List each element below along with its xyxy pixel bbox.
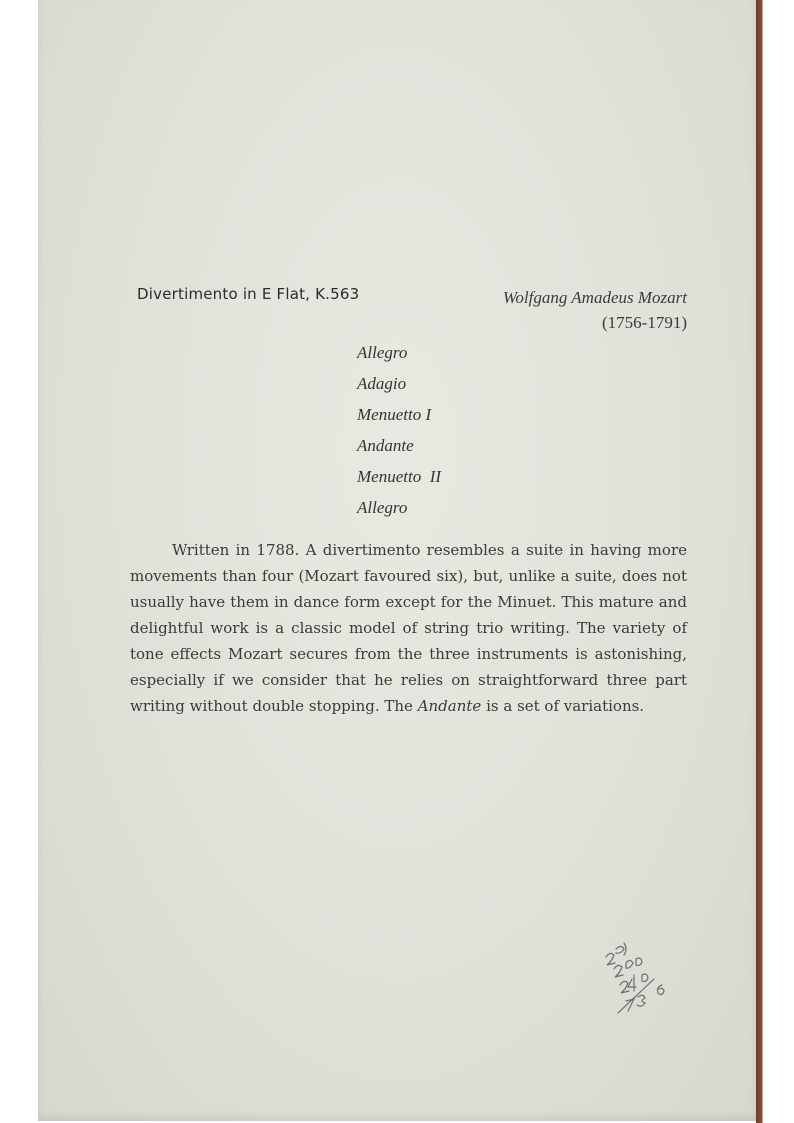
movement-item: Menuetto II bbox=[357, 467, 442, 486]
program-notes-paragraph bbox=[130, 537, 687, 719]
intro-text: Written in 1788. A divertimento resembles a suite in having more movements than four (Mozart favoured six), but, unlike a suite, does not usually have them in dance form except for the Minuet. This mature and delightful work is a classic model of string trio writing. The variety of tone effects Mozart secures from the three instruments is astonishing, especially if we consider that he relies on straightforward three part writing without double stopping. The bbox=[130, 541, 687, 715]
movement-list bbox=[357, 340, 441, 526]
composer-dates: (1756-1791) bbox=[602, 313, 687, 332]
scan-background bbox=[0, 0, 38, 1123]
handwritten-annotation bbox=[596, 935, 686, 1015]
composer-name: Wolfgang Amadeus Mozart bbox=[502, 288, 687, 307]
movement-item: Allegro bbox=[357, 343, 408, 362]
composer-block bbox=[503, 285, 687, 335]
work-title: Divertimento in E Flat, K.563 bbox=[137, 285, 360, 303]
movement-item: Allegro bbox=[357, 498, 408, 517]
closing-text: is a set of variations. bbox=[481, 697, 645, 715]
movement-item: Andante bbox=[357, 436, 414, 455]
movement-item: Menuetto I bbox=[357, 405, 432, 424]
emphasized-title: Andante bbox=[417, 697, 482, 715]
scan-background-right bbox=[756, 0, 794, 1123]
movement-item: Adagio bbox=[357, 374, 407, 393]
